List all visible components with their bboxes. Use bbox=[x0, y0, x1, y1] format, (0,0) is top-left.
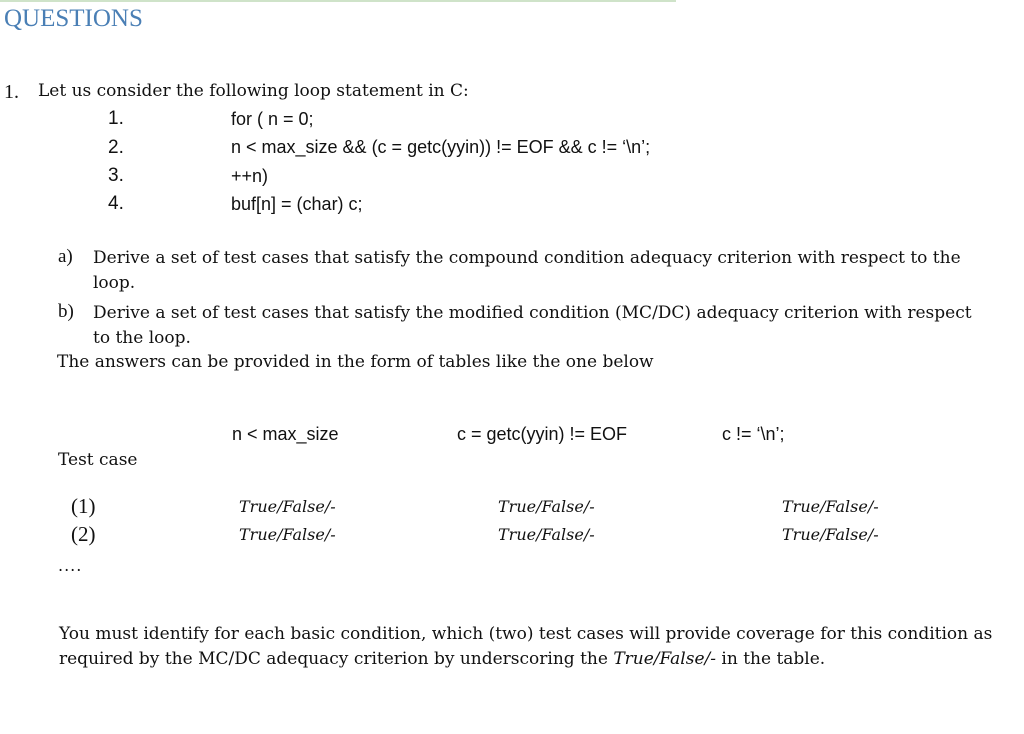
table-ellipsis: .... bbox=[58, 556, 83, 575]
code-line-number: 3. bbox=[108, 165, 124, 186]
code-line-number: 4. bbox=[108, 193, 124, 214]
column-header-getc-eof: c = getc(yyin) != EOF bbox=[457, 424, 628, 444]
part-b-text: Derive a set of test cases that satisfy the modified condition (MC/DC) adequacy criterion with respect to the loop. bbox=[93, 303, 972, 348]
code-line-number: 1. bbox=[108, 108, 124, 129]
test-case-id: (2) bbox=[71, 522, 96, 546]
part-a-label: a) bbox=[58, 246, 73, 267]
table-cell: True/False/- bbox=[782, 525, 879, 544]
row-header-test-case: Test case bbox=[58, 450, 138, 470]
code-line: ++n) bbox=[231, 166, 269, 186]
top-divider bbox=[0, 0, 676, 2]
column-header-n-max-size: n < max_size bbox=[232, 424, 339, 444]
footer-text-after: in the table. bbox=[716, 649, 826, 669]
table-cell: True/False/- bbox=[498, 497, 595, 516]
question-number: 1. bbox=[4, 81, 19, 103]
page-heading: QUESTIONS bbox=[4, 5, 143, 32]
answers-note: The answers can be provided in the form of tables like the one below bbox=[57, 352, 654, 372]
table-cell: True/False/- bbox=[239, 497, 336, 516]
code-line: n < max_size && (c = getc(yyin)) != EOF && c != ‘\n’; bbox=[231, 137, 651, 157]
test-case-id: (1) bbox=[71, 494, 96, 518]
table-cell: True/False/- bbox=[782, 497, 879, 516]
code-line: buf[n] = (char) c; bbox=[231, 194, 363, 214]
footer-instruction bbox=[59, 622, 999, 672]
question-text: Let us consider the following loop statement in C: bbox=[38, 81, 469, 101]
code-line-number: 2. bbox=[108, 137, 124, 158]
footer-emphasis: True/False/- bbox=[613, 649, 717, 669]
table-cell: True/False/- bbox=[239, 525, 336, 544]
code-line: for ( n = 0; bbox=[231, 109, 314, 129]
footer-text-before: You must identify for each basic condition, which (two) test cases will provide coverage for this condition as required by the MC/DC adequacy criterion by underscoring the bbox=[59, 624, 993, 669]
column-header-newline: c != ‘\n’; bbox=[722, 424, 785, 444]
table-cell: True/False/- bbox=[498, 525, 595, 544]
part-a-text: Derive a set of test cases that satisfy the compound condition adequacy criterion with respect to the loop. bbox=[93, 248, 961, 293]
part-b-label: b) bbox=[58, 301, 74, 322]
